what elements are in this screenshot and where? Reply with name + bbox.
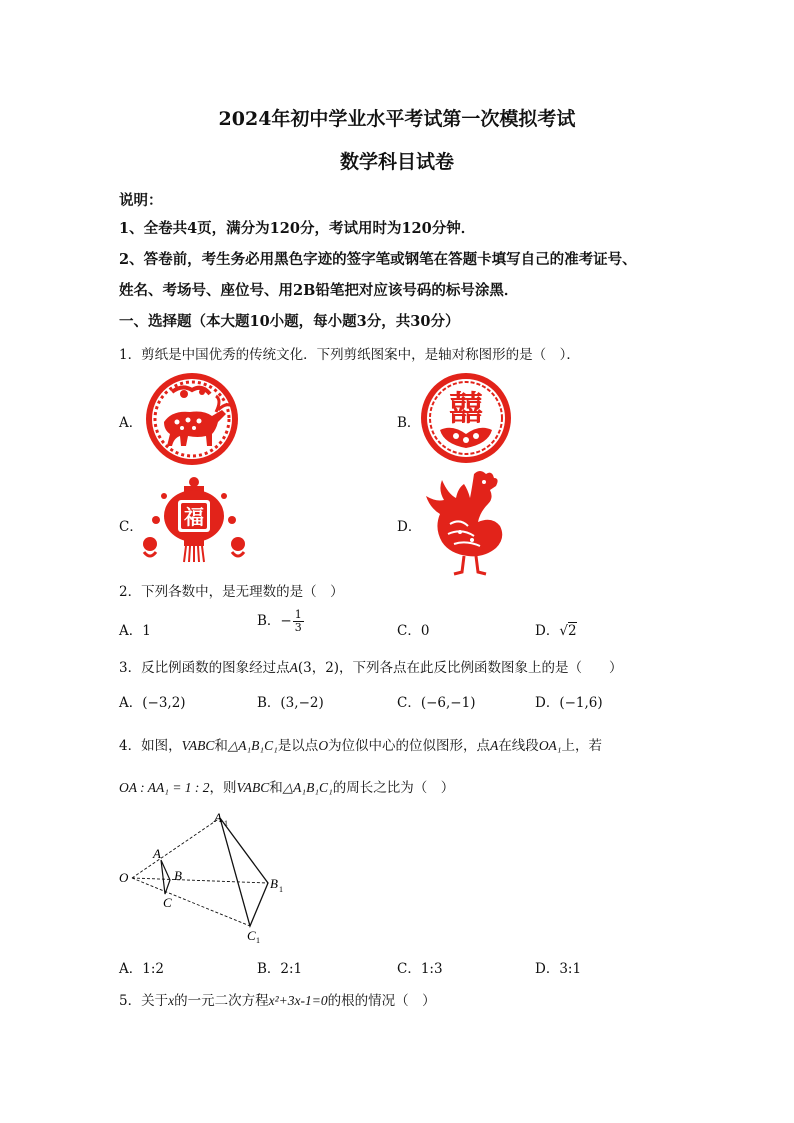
label-a: A [153,846,161,861]
q4-text-a: 4．如图， [119,738,182,754]
q3-stem-part-2: (3，2)，下列各点在此反比例函数图象上的是（ ） [297,660,623,676]
q2-option-c: C．0 [397,623,430,639]
q4-option-c: C．1:3 [397,961,443,977]
label-c: C [163,895,172,910]
q5-text-b: 的一元二次方程 [174,993,269,1009]
q4-point-a: A [490,738,499,753]
q2-option-d [535,619,577,639]
notes-heading: 说明： [119,192,163,209]
q2-option-b-prefix: B．− [257,613,292,629]
ray-o-c1 [132,878,250,926]
q3-option-d: D．(−1,6) [535,695,603,711]
q4-ratio: OA : AA₁ = 1 : 2 [119,780,210,795]
q1-option-d-papercut-rooster [420,468,512,580]
exam-subtitle: 数学科目试卷 [339,151,454,173]
label-a1: A [214,810,222,825]
q5-text-a: 5．关于 [119,993,169,1009]
section-heading: 一、选择题（本大题10小题，每小题3分，共30分） [119,313,460,330]
q2-option-b-fraction [293,609,304,634]
notes-line-1: 1、全卷共4页，满分为120分，考试用时为120分钟． [119,220,476,237]
q3-option-b: B．(3,−2) [257,695,324,711]
q4-segment-oa1: OA₁ [538,738,562,753]
q1-option-a-papercut-ox [142,372,242,471]
q4-text-i: 的周长之比为（ ） [332,780,455,796]
label-b: B [174,868,182,883]
q4-homothety-figure [112,808,302,948]
q3-point-label: A [289,660,298,675]
label-a1-sub: 1 [224,819,228,828]
notes-line-3: 姓名、考场号、座位号、用2B铅笔把对应该号码的标号涂黑． [119,282,519,299]
q4-text-d: 为位似中心的位似图形，点 [328,738,491,754]
q4-text-b: 和 [214,738,228,754]
q4-text-f: 上，若 [561,738,603,754]
q4-text-c: 是以点 [277,738,319,754]
q2-option-d-prefix: D． [535,623,560,639]
label-c1-sub: 1 [256,936,260,944]
q4-triangle-abc: VABC [181,738,215,753]
label-b1-sub: 1 [279,885,283,894]
q1-option-c-label: C． [119,519,143,535]
q5-equation: x²+3x-1=0 [268,993,328,1008]
q2-stem: 2．下列各数中，是无理数的是（ ） [119,584,344,600]
sqrt-symbol: √ [559,623,568,639]
fraction-numerator: 1 [294,608,302,621]
q4-text-e: 在线段 [498,738,539,754]
q2-option-a: A．1 [119,623,151,639]
q4-triangle-a1b1c1: △A₁B₁C₁ [227,738,278,753]
triangle-a1b1c1-edges [220,818,268,926]
sqrt-radicand: 2 [567,623,577,639]
q1-stem: 1．剪纸是中国优秀的传统文化．下列剪纸图案中，是轴对称图形的是（ ）． [119,347,580,363]
q1-option-b-label: B． [397,415,421,431]
fu-glyph: 福 [184,507,204,529]
q4-option-d: D．3:1 [535,961,582,977]
q4-stem-line-2 [119,776,454,796]
q4-triangle-abc-2: VABC [236,780,270,795]
q3-stem-part-1: 3．反比例函数的图象经过点 [119,660,290,676]
fraction-denominator: 3 [294,621,302,634]
q4-triangle-a1b1c1-2: △A₁B₁C₁ [282,780,333,795]
q5-text-c: 的根的情况（ ） [327,993,436,1009]
ray-o-b1 [132,878,268,883]
q1-option-c-papercut-lantern [138,476,250,568]
q4-point-o: O [318,738,329,753]
q1-option-a-label: A． [119,415,143,431]
notes-line-2: 2、答卷前，考生务必用黑色字迹的签字笔或钢笔在答题卡填写自己的准考证号、 [119,251,637,268]
q4-option-a: A．1:2 [119,961,164,977]
q1-option-d-label: D． [397,519,422,535]
q5-variable: x [168,993,175,1008]
q4-text-g: ，则 [209,780,237,796]
label-b1: B [270,876,278,891]
double-happiness-glyph: 囍 [449,391,483,428]
q4-option-b: B．2:1 [257,961,303,977]
q2-option-b [257,609,304,634]
q4-stem-line-1 [119,734,602,754]
q3-option-c: C．(−6,−1) [397,695,476,711]
q3-stem [119,656,623,676]
q4-text-h: 和 [269,780,283,796]
q5-stem [119,989,436,1009]
exam-title: 2024年初中学业水平考试第一次模拟考试 [218,108,576,130]
triangle-abc-edges [161,860,170,894]
q1-option-b-papercut-double-happiness [418,372,514,468]
label-o: O [119,870,129,885]
label-c1: C [247,928,256,943]
q3-option-a: A．(−3,2) [119,695,186,711]
